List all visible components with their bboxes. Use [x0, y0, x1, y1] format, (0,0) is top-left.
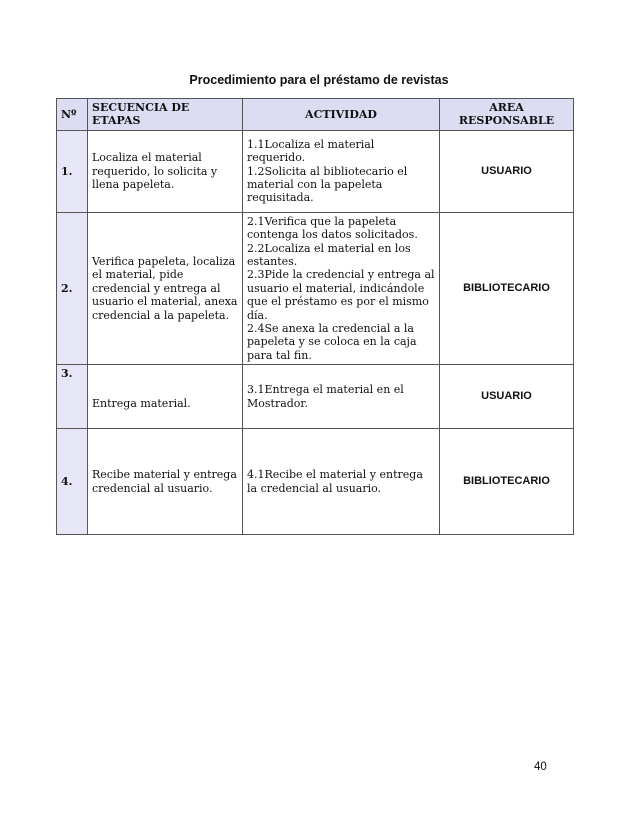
row-activity [243, 429, 440, 535]
activity-item: 1.2Solicita al bibliotecario el material con la papeleta requisitada. [247, 164, 408, 205]
header-area [440, 99, 574, 131]
row-activity [243, 130, 440, 212]
header-area-line2: RESPONSABLE [458, 114, 555, 128]
row-number: 2. [57, 212, 88, 364]
table-row [57, 212, 574, 364]
header-area-line1: AREA [489, 101, 524, 114]
row-area: USUARIO [440, 365, 574, 429]
row-activity [243, 212, 440, 364]
table-row [57, 130, 574, 212]
row-sequence: Localiza el material requerido, lo solicita y llena papeleta. [88, 130, 243, 212]
procedure-table [56, 98, 574, 535]
header-sequence: SECUENCIA DE ETAPAS [88, 99, 243, 131]
row-area: USUARIO [440, 130, 574, 212]
activity-item: 2.3Pide la credencial y entrega al usuario el material, indicándole que el préstamo es por el mismo día. [247, 268, 435, 322]
row-area: BIBLIOTECARIO [440, 429, 574, 535]
activity-item: 2.4Se anexa la credencial a la papeleta y se coloca en la caja para tal fin. [247, 322, 417, 362]
header-num: Nº [57, 99, 88, 131]
row-sequence: Recibe material y entrega credencial al usuario. [88, 429, 243, 535]
table-header-row [57, 99, 574, 131]
document-title: Procedimiento para el préstamo de revistas [189, 73, 449, 87]
row-sequence: Verifica papeleta, localiza el material, pide credencial y entrega al usuario el material, anexa credencial a la papeleta. [88, 212, 243, 364]
row-number: 3. [57, 365, 88, 429]
row-area: BIBLIOTECARIO [440, 212, 574, 364]
activity-item: 3.1Entrega el material en el Mostrador. [247, 383, 404, 410]
table-row [57, 429, 574, 535]
page-number: 40 [534, 761, 547, 773]
activity-item: 2.1Verifica que la papeleta contenga los datos solicitados. [247, 214, 418, 242]
activity-item: 1.1Localiza el material requerido. [247, 137, 375, 165]
row-sequence-text: Entrega material. [92, 397, 191, 411]
table-row [57, 365, 574, 429]
row-number: 4. [57, 429, 88, 535]
row-number: 1. [57, 130, 88, 212]
row-sequence [88, 365, 243, 429]
activity-item: 2.2Localiza el material en los estantes. [247, 241, 411, 269]
header-activity: ACTIVIDAD [243, 99, 440, 131]
row-activity [243, 365, 440, 429]
activity-item: 4.1Recibe el material y entrega la credencial al usuario. [247, 468, 423, 495]
